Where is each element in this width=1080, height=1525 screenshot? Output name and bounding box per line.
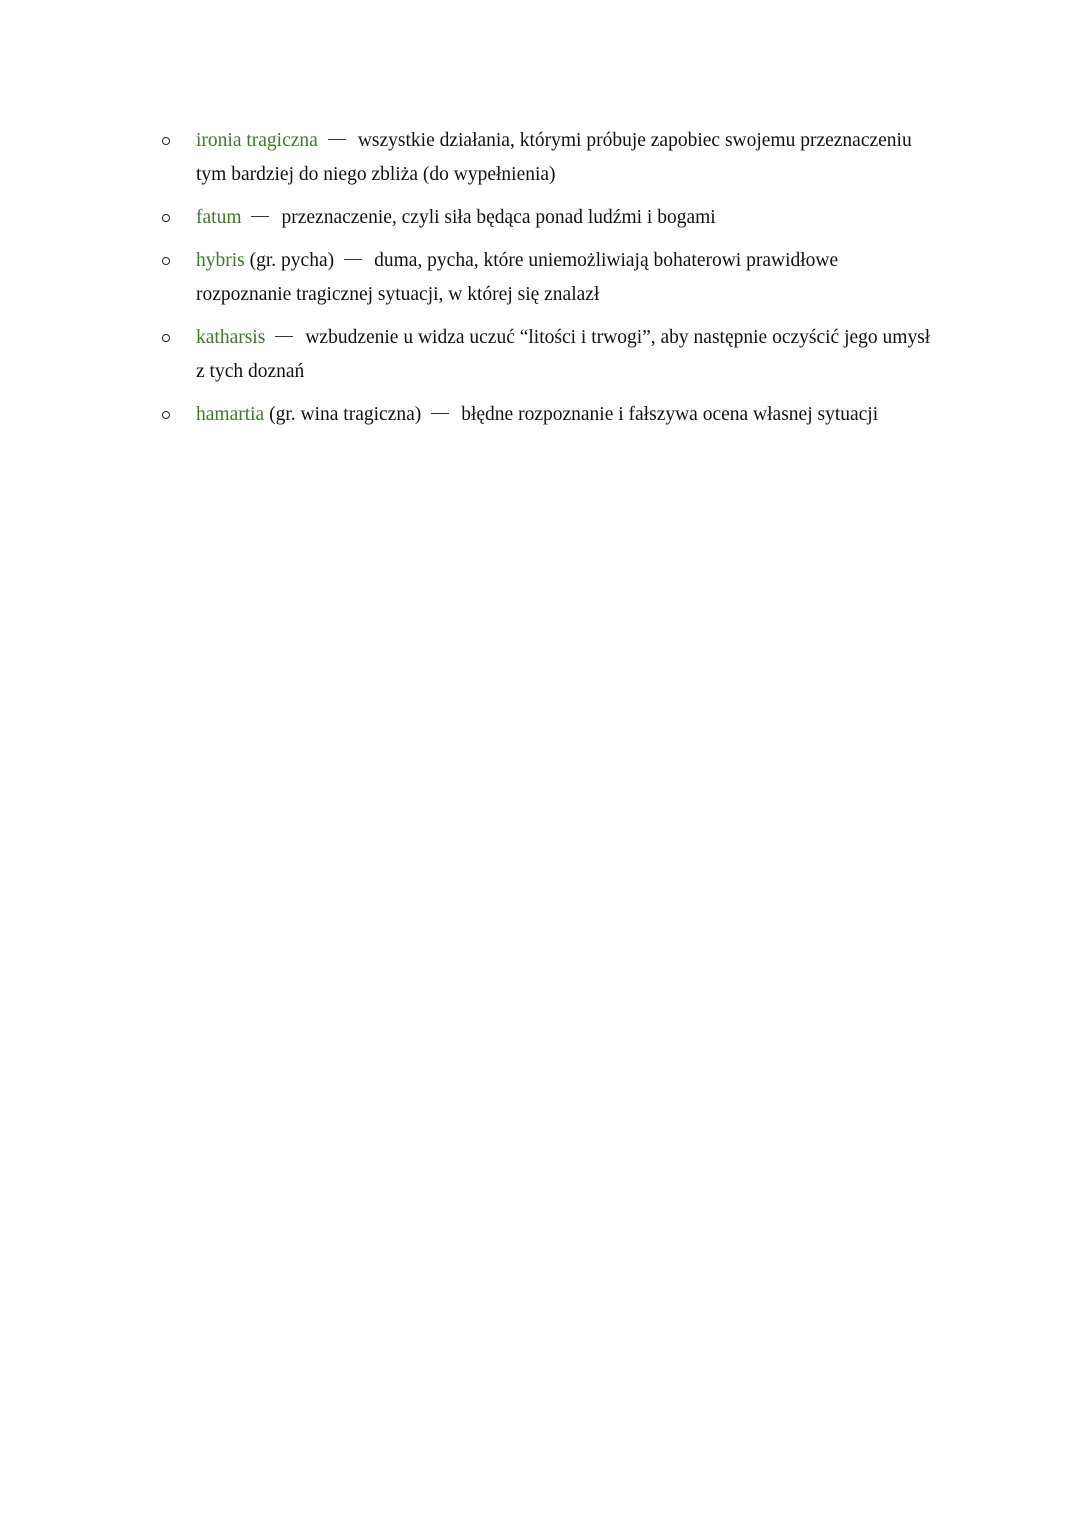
list-item-katharsis [162,321,962,389]
hollow-bullet-icon [162,334,170,342]
item-line-1 [196,398,962,432]
definition: wszystkie działania, którymi próbuje zapobiec swojemu przeznaczeniu [357,130,912,151]
term-note: (gr. wina tragiczna) [269,404,422,425]
term: ironia tragiczna [196,130,318,151]
dash-icon [251,216,269,218]
term: hybris [196,250,245,271]
definition: przeznaczenie, czyli siła będąca ponad ludźmi i bogami [281,207,716,228]
definition-continuation: rozpoznanie tragicznej sytuacji, w której się znalazł [196,284,600,305]
item-line-1 [196,201,962,235]
list-item-ironia-tragiczna [162,124,962,192]
term: hamartia [196,404,265,425]
item-line-1 [196,244,962,278]
term: fatum [196,207,242,228]
list-item-hamartia [162,398,962,432]
term-list [162,124,962,441]
dash-icon [344,259,362,261]
definition-continuation: tym bardziej do niego zbliża (do wypełnienia) [196,164,556,185]
hollow-bullet-icon [162,137,170,145]
definition: wzbudzenie u widza uczuć “litości i trwogi”, aby następnie oczyścić jego umysł [305,327,931,348]
list-item-hybris [162,244,962,312]
dash-icon [328,139,346,141]
definition: błędne rozpoznanie i fałszywa ocena własnej sytuacji [461,404,879,425]
dash-icon [431,413,449,415]
term: katharsis [196,327,266,348]
definition-continuation: z tych doznań [196,361,305,382]
dash-icon [275,336,293,338]
hollow-bullet-icon [162,214,170,222]
list-item-fatum [162,201,962,235]
item-line-1 [196,321,962,355]
hollow-bullet-icon [162,257,170,265]
item-line-1 [196,124,962,158]
term-note: (gr. pycha) [249,250,335,271]
definition: duma, pycha, które uniemożliwiają bohaterowi prawidłowe [374,250,839,271]
hollow-bullet-icon [162,411,170,419]
